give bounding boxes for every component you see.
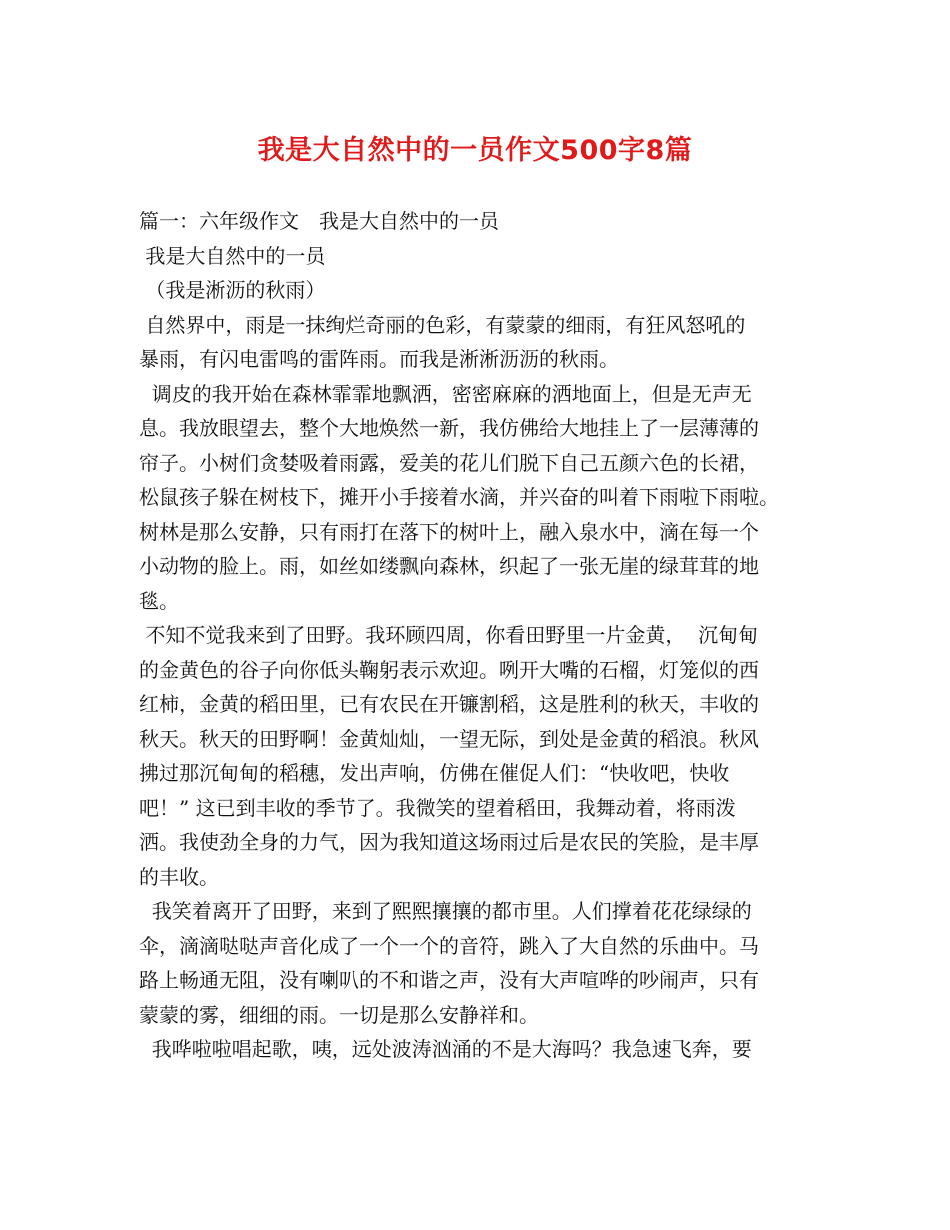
text-line: 我是大自然中的一员 bbox=[139, 243, 326, 268]
text-line: 调皮的我开始在森林霏霏地飘洒，密密麻麻的洒地面上，但是无声无 bbox=[139, 381, 752, 406]
text-line: 吧！” 这已到丰收的季节了。我微笑的望着稻田，我舞动着，将雨泼 bbox=[139, 795, 736, 820]
text-line: 路上畅通无阻，没有喇叭的不和谐之声，没有大声喧哗的吵闹声，只有 bbox=[139, 968, 759, 992]
text-line: 小动物的脸上。雨，如丝如缕飘向森林，织起了一张无崖的绿茸茸的地 bbox=[139, 554, 759, 578]
text-line: 帘子。小树们贪婪吸着雨露，爱美的花儿们脱下自己五颜六色的长裙， bbox=[139, 450, 759, 475]
text-line: 松鼠孩子躲在树枝下，摊开小手接着水滴，并兴奋的叫着下雨啦下雨啦。 bbox=[139, 485, 779, 509]
text-line: （我是淅沥的秋雨） bbox=[139, 278, 326, 302]
text-line: 自然界中，雨是一抹绚烂奇丽的色彩，有蒙蒙的细雨，有狂风怒吼的 bbox=[139, 312, 746, 337]
text-line: 拂过那沉甸甸的稻穗，发出声响，仿佛在催促人们：“快收吧，快收 bbox=[139, 761, 730, 785]
text-line: 的丰收。 bbox=[139, 864, 219, 889]
text-line: 的金黄色的谷子向你低头鞠躬表示欢迎。咧开大嘴的石榴，灯笼似的西 bbox=[139, 657, 759, 682]
text-line: 篇一：六年级作文 我是大自然中的一员 bbox=[139, 209, 499, 233]
text-line: 不知不觉我来到了田野。我环顾四周，你看田野里一片金黄， 沉甸甸 bbox=[139, 623, 759, 647]
text-line: 蒙蒙的雾，细细的雨。一切是那么安静祥和。 bbox=[139, 1002, 539, 1027]
text-line: 毯。 bbox=[139, 588, 179, 613]
document-body bbox=[139, 204, 829, 1067]
text-line: 暴雨，有闪电雷鸣的雷阵雨。而我是淅淅沥沥的秋雨。 bbox=[139, 347, 619, 371]
text-line: 我哗啦啦唱起歌，咦，远处波涛汹涌的不是大海吗？我急速飞奔，要 bbox=[139, 1037, 752, 1061]
text-line: 我笑着离开了田野，来到了熙熙攘攘的都市里。人们撑着花花绿绿的 bbox=[139, 899, 752, 923]
document-title: 我是大自然中的一员作文500字8篇 bbox=[257, 135, 693, 166]
text-line: 红柿，金黄的稻田里，已有农民在开镰割稻，这是胜利的秋天，丰收的 bbox=[139, 692, 759, 716]
text-line: 秋天。秋天的田野啊！金黄灿灿，一望无际，到处是金黄的稻浪。秋风 bbox=[139, 726, 759, 751]
text-line: 洒。我使劲全身的力气，因为我知道这场雨过后是农民的笑脸，是丰厚 bbox=[139, 830, 759, 854]
text-line: 息。我放眼望去，整个大地焕然一新，我仿佛给大地挂上了一层薄薄的 bbox=[139, 416, 759, 440]
text-line: 伞，滴滴哒哒声音化成了一个一个的音符，跳入了大自然的乐曲中。马 bbox=[139, 933, 759, 958]
text-line: 树林是那么安静，只有雨打在落下的树叶上，融入泉水中，滴在每一个 bbox=[139, 519, 759, 544]
